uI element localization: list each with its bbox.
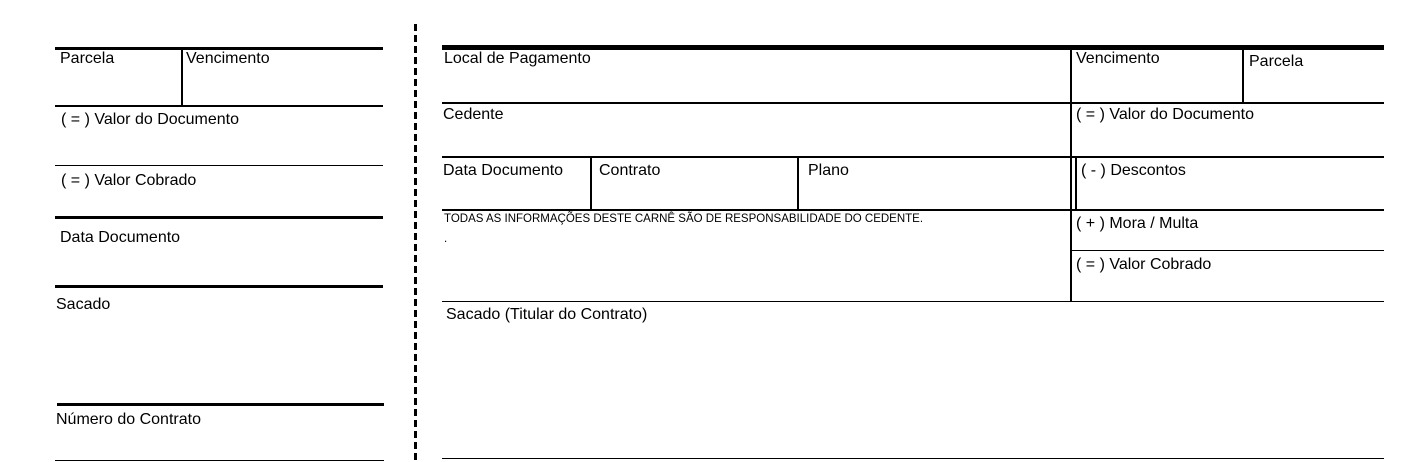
vencimento-label: Vencimento: [1076, 50, 1160, 67]
main-rule: [1071, 250, 1384, 251]
stub-valor-documento-label: ( = ) Valor do Documento: [61, 111, 240, 128]
main-rule: [442, 209, 1384, 211]
cedente-label: Cedente: [443, 106, 504, 123]
main-rule: [442, 156, 1384, 158]
stub-divider: [181, 49, 183, 106]
plano-divider: [797, 157, 799, 211]
descontos-double-line: [1075, 157, 1077, 211]
stub-data-documento-label: Data Documento: [60, 229, 181, 246]
parcela-label: Parcela: [1249, 53, 1304, 70]
stub-rule: [55, 285, 383, 288]
main-rule: [442, 102, 1384, 104]
main-bottom-rule: [442, 458, 1384, 459]
parcela-divider: [1242, 49, 1244, 103]
descontos-label: ( - ) Descontos: [1081, 162, 1186, 179]
stub-bottom-rule: [55, 460, 384, 461]
right-column-divider: [1070, 49, 1072, 302]
main-rule: [442, 301, 1384, 302]
stub-parcela-label: Parcela: [60, 50, 115, 67]
stub-rule: [55, 165, 383, 166]
sacado-titular-label: Sacado (Titular do Contrato): [446, 306, 648, 323]
data-documento-label: Data Documento: [443, 162, 564, 179]
stub-rule: [55, 216, 383, 219]
mora-multa-label: ( + ) Mora / Multa: [1076, 215, 1199, 232]
perforation-line: [414, 24, 417, 462]
stub-rule: [57, 403, 384, 406]
contrato-label: Contrato: [599, 162, 661, 179]
local-pagamento-label: Local de Pagamento: [444, 50, 591, 67]
stub-valor-cobrado-label: ( = ) Valor Cobrado: [61, 172, 197, 189]
plano-label: Plano: [808, 162, 849, 179]
notice-dot: .: [444, 233, 448, 245]
responsibility-notice: TODAS AS INFORMAÇÕES DESTE CARNÊ SÃO DE RESPONSABILIDADE DO CEDENTE.: [444, 213, 924, 225]
stub-rule: [55, 105, 383, 107]
valor-cobrado-label: ( = ) Valor Cobrado: [1076, 256, 1212, 273]
contrato-divider: [590, 157, 592, 211]
stub-sacado-label: Sacado: [56, 296, 111, 313]
stub-numero-contrato-label: Número do Contrato: [56, 411, 201, 428]
stub-vencimento-label: Vencimento: [186, 50, 270, 67]
valor-documento-label: ( = ) Valor do Documento: [1076, 106, 1255, 123]
